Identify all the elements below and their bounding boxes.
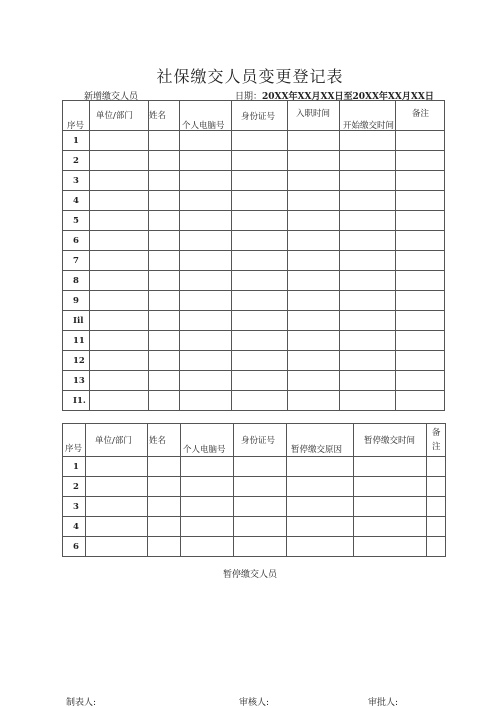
empty-cell [234, 537, 287, 557]
empty-cell [288, 311, 340, 331]
empty-cell [288, 171, 340, 191]
row-number: 7 [63, 251, 90, 271]
row-number: 2 [63, 151, 90, 171]
empty-cell [234, 517, 287, 537]
empty-cell [180, 311, 232, 331]
empty-cell [90, 311, 149, 331]
empty-cell [232, 211, 288, 231]
empty-cell [396, 211, 445, 231]
row-number: 3 [63, 497, 86, 517]
empty-cell [427, 517, 446, 537]
empty-cell [181, 537, 234, 557]
header2-remark: 备注 [432, 428, 441, 452]
empty-cell [90, 231, 149, 251]
empty-cell [340, 291, 396, 311]
empty-cell [287, 517, 354, 537]
empty-cell [427, 537, 446, 557]
row-number: 9 [63, 291, 90, 311]
empty-cell [354, 477, 427, 497]
empty-cell [340, 131, 396, 151]
row-number: 5 [63, 211, 90, 231]
empty-cell [288, 211, 340, 231]
section2-caption: 暂停缴交人员 [222, 570, 277, 580]
date-value: 20XX年XX月XX日至20XX年XX月XX日 [262, 92, 434, 102]
table-row [63, 191, 445, 211]
header-start: 开始缴交时间 [343, 121, 395, 131]
empty-cell [180, 391, 232, 411]
suspended-members-table [62, 423, 446, 557]
row-number: 1 [63, 131, 90, 151]
empty-cell [232, 311, 288, 331]
empty-cell [396, 231, 445, 251]
row-number: 13 [63, 371, 90, 391]
empty-cell [232, 171, 288, 191]
empty-cell [287, 497, 354, 517]
empty-cell [149, 391, 180, 411]
empty-cell [180, 291, 232, 311]
empty-cell [287, 457, 354, 477]
header-id: 身份证号 [241, 112, 276, 122]
empty-cell [340, 391, 396, 411]
empty-cell [180, 171, 232, 191]
empty-cell [90, 351, 149, 371]
empty-cell [396, 371, 445, 391]
header2-stop: 暂停缴交时间 [364, 436, 416, 446]
header2-pc: 个人电脑号 [183, 445, 226, 455]
empty-cell [234, 477, 287, 497]
empty-cell [86, 537, 148, 557]
row-number: 4 [63, 191, 90, 211]
empty-cell [180, 271, 232, 291]
empty-cell [396, 391, 445, 411]
empty-cell [90, 391, 149, 411]
empty-cell [149, 331, 180, 351]
header-seq: 序号 [67, 121, 85, 131]
empty-cell [149, 231, 180, 251]
empty-cell [180, 351, 232, 371]
empty-cell [90, 291, 149, 311]
empty-cell [232, 271, 288, 291]
empty-cell [340, 371, 396, 391]
table2-header-row [63, 424, 446, 457]
row-number: 4 [63, 517, 86, 537]
row-number: 8 [63, 271, 90, 291]
table-row [63, 477, 446, 497]
empty-cell [288, 291, 340, 311]
empty-cell [86, 497, 148, 517]
empty-cell [232, 391, 288, 411]
empty-cell [232, 291, 288, 311]
empty-cell [181, 457, 234, 477]
empty-cell [340, 311, 396, 331]
table-row [63, 517, 446, 537]
table-row [63, 131, 445, 151]
empty-cell [288, 391, 340, 411]
empty-cell [288, 191, 340, 211]
empty-cell [396, 331, 445, 351]
table-row [63, 231, 445, 251]
empty-cell [90, 211, 149, 231]
table-row [63, 497, 446, 517]
empty-cell [180, 371, 232, 391]
empty-cell [149, 291, 180, 311]
empty-cell [288, 131, 340, 151]
table-row [63, 211, 445, 231]
empty-cell [287, 537, 354, 557]
empty-cell [180, 251, 232, 271]
empty-cell [396, 311, 445, 331]
empty-cell [90, 131, 149, 151]
empty-cell [149, 151, 180, 171]
table-row [63, 351, 445, 371]
empty-cell [180, 151, 232, 171]
header-remark: 备注 [412, 109, 430, 119]
empty-cell [180, 211, 232, 231]
empty-cell [90, 191, 149, 211]
row-number: 3 [63, 171, 90, 191]
table-row [63, 271, 445, 291]
empty-cell [340, 351, 396, 371]
empty-cell [232, 151, 288, 171]
row-number: 11 [63, 331, 90, 351]
row-number: Iil [63, 311, 90, 331]
empty-cell [181, 497, 234, 517]
empty-cell [340, 231, 396, 251]
empty-cell [340, 251, 396, 271]
empty-cell [148, 517, 181, 537]
empty-cell [340, 171, 396, 191]
table-row [63, 291, 445, 311]
empty-cell [354, 457, 427, 477]
empty-cell [90, 331, 149, 351]
empty-cell [149, 271, 180, 291]
row-number: 12 [63, 351, 90, 371]
empty-cell [288, 271, 340, 291]
row-number: 2 [63, 477, 86, 497]
reviewer-signature: 审核人: [239, 698, 270, 708]
header-pc: 个人电脑号 [182, 121, 225, 131]
empty-cell [180, 231, 232, 251]
empty-cell [148, 477, 181, 497]
empty-cell [149, 131, 180, 151]
table-row [63, 151, 445, 171]
empty-cell [232, 131, 288, 151]
empty-cell [180, 331, 232, 351]
empty-cell [340, 271, 396, 291]
empty-cell [180, 131, 232, 151]
table-row [63, 171, 445, 191]
empty-cell [396, 131, 445, 151]
empty-cell [90, 151, 149, 171]
empty-cell [427, 457, 446, 477]
empty-cell [148, 457, 181, 477]
empty-cell [90, 271, 149, 291]
empty-cell [149, 191, 180, 211]
empty-cell [427, 497, 446, 517]
table-row [63, 251, 445, 271]
new-members-table [62, 100, 445, 411]
empty-cell [340, 151, 396, 171]
header2-reason: 暂停缴交原因 [291, 445, 343, 455]
empty-cell [149, 371, 180, 391]
empty-cell [354, 517, 427, 537]
empty-cell [86, 457, 148, 477]
header2-seq: 序号 [65, 444, 83, 454]
approver-signature: 审批人: [368, 698, 399, 708]
empty-cell [396, 251, 445, 271]
empty-cell [340, 331, 396, 351]
empty-cell [148, 537, 181, 557]
header-name: 姓名 [149, 111, 167, 121]
empty-cell [287, 477, 354, 497]
empty-cell [396, 291, 445, 311]
row-number: 1 [63, 457, 86, 477]
empty-cell [232, 371, 288, 391]
empty-cell [148, 497, 181, 517]
empty-cell [232, 331, 288, 351]
empty-cell [90, 371, 149, 391]
empty-cell [354, 537, 427, 557]
empty-cell [427, 477, 446, 497]
empty-cell [288, 231, 340, 251]
form-title: 社保缴交人员变更登记表 [156, 67, 344, 86]
empty-cell [90, 171, 149, 191]
empty-cell [288, 251, 340, 271]
table-row [63, 371, 445, 391]
empty-cell [288, 151, 340, 171]
empty-cell [396, 191, 445, 211]
empty-cell [288, 351, 340, 371]
header2-id: 身份证号 [241, 436, 276, 446]
empty-cell [234, 497, 287, 517]
empty-cell [354, 497, 427, 517]
empty-cell [181, 477, 234, 497]
empty-cell [232, 251, 288, 271]
empty-cell [396, 351, 445, 371]
empty-cell [288, 371, 340, 391]
empty-cell [86, 517, 148, 537]
empty-cell [181, 517, 234, 537]
empty-cell [340, 191, 396, 211]
table-row [63, 311, 445, 331]
table-row [63, 457, 446, 477]
empty-cell [149, 251, 180, 271]
table-row [63, 537, 446, 557]
table1-header-row [63, 101, 445, 131]
empty-cell [149, 311, 180, 331]
empty-cell [234, 457, 287, 477]
empty-cell [232, 191, 288, 211]
row-number: I1. [63, 391, 90, 411]
empty-cell [149, 351, 180, 371]
header-hire: 入职时间 [296, 109, 331, 119]
table-row [63, 331, 445, 351]
row-number: 6 [63, 537, 86, 557]
empty-cell [340, 211, 396, 231]
header2-unit: 单位/部门 [95, 436, 132, 446]
header-unit: 单位/部门 [96, 111, 133, 121]
empty-cell [232, 231, 288, 251]
empty-cell [288, 331, 340, 351]
empty-cell [232, 351, 288, 371]
empty-cell [149, 171, 180, 191]
empty-cell [86, 477, 148, 497]
empty-cell [396, 151, 445, 171]
empty-cell [90, 251, 149, 271]
empty-cell [396, 271, 445, 291]
table-row [63, 391, 445, 411]
date-prefix: 日期： [235, 92, 263, 102]
maker-signature: 制表人: [66, 698, 97, 708]
empty-cell [180, 191, 232, 211]
empty-cell [149, 211, 180, 231]
section1-label: 新增缴交人员 [84, 92, 139, 102]
row-number: 6 [63, 231, 90, 251]
header2-name: 姓名 [149, 436, 167, 446]
empty-cell [396, 171, 445, 191]
